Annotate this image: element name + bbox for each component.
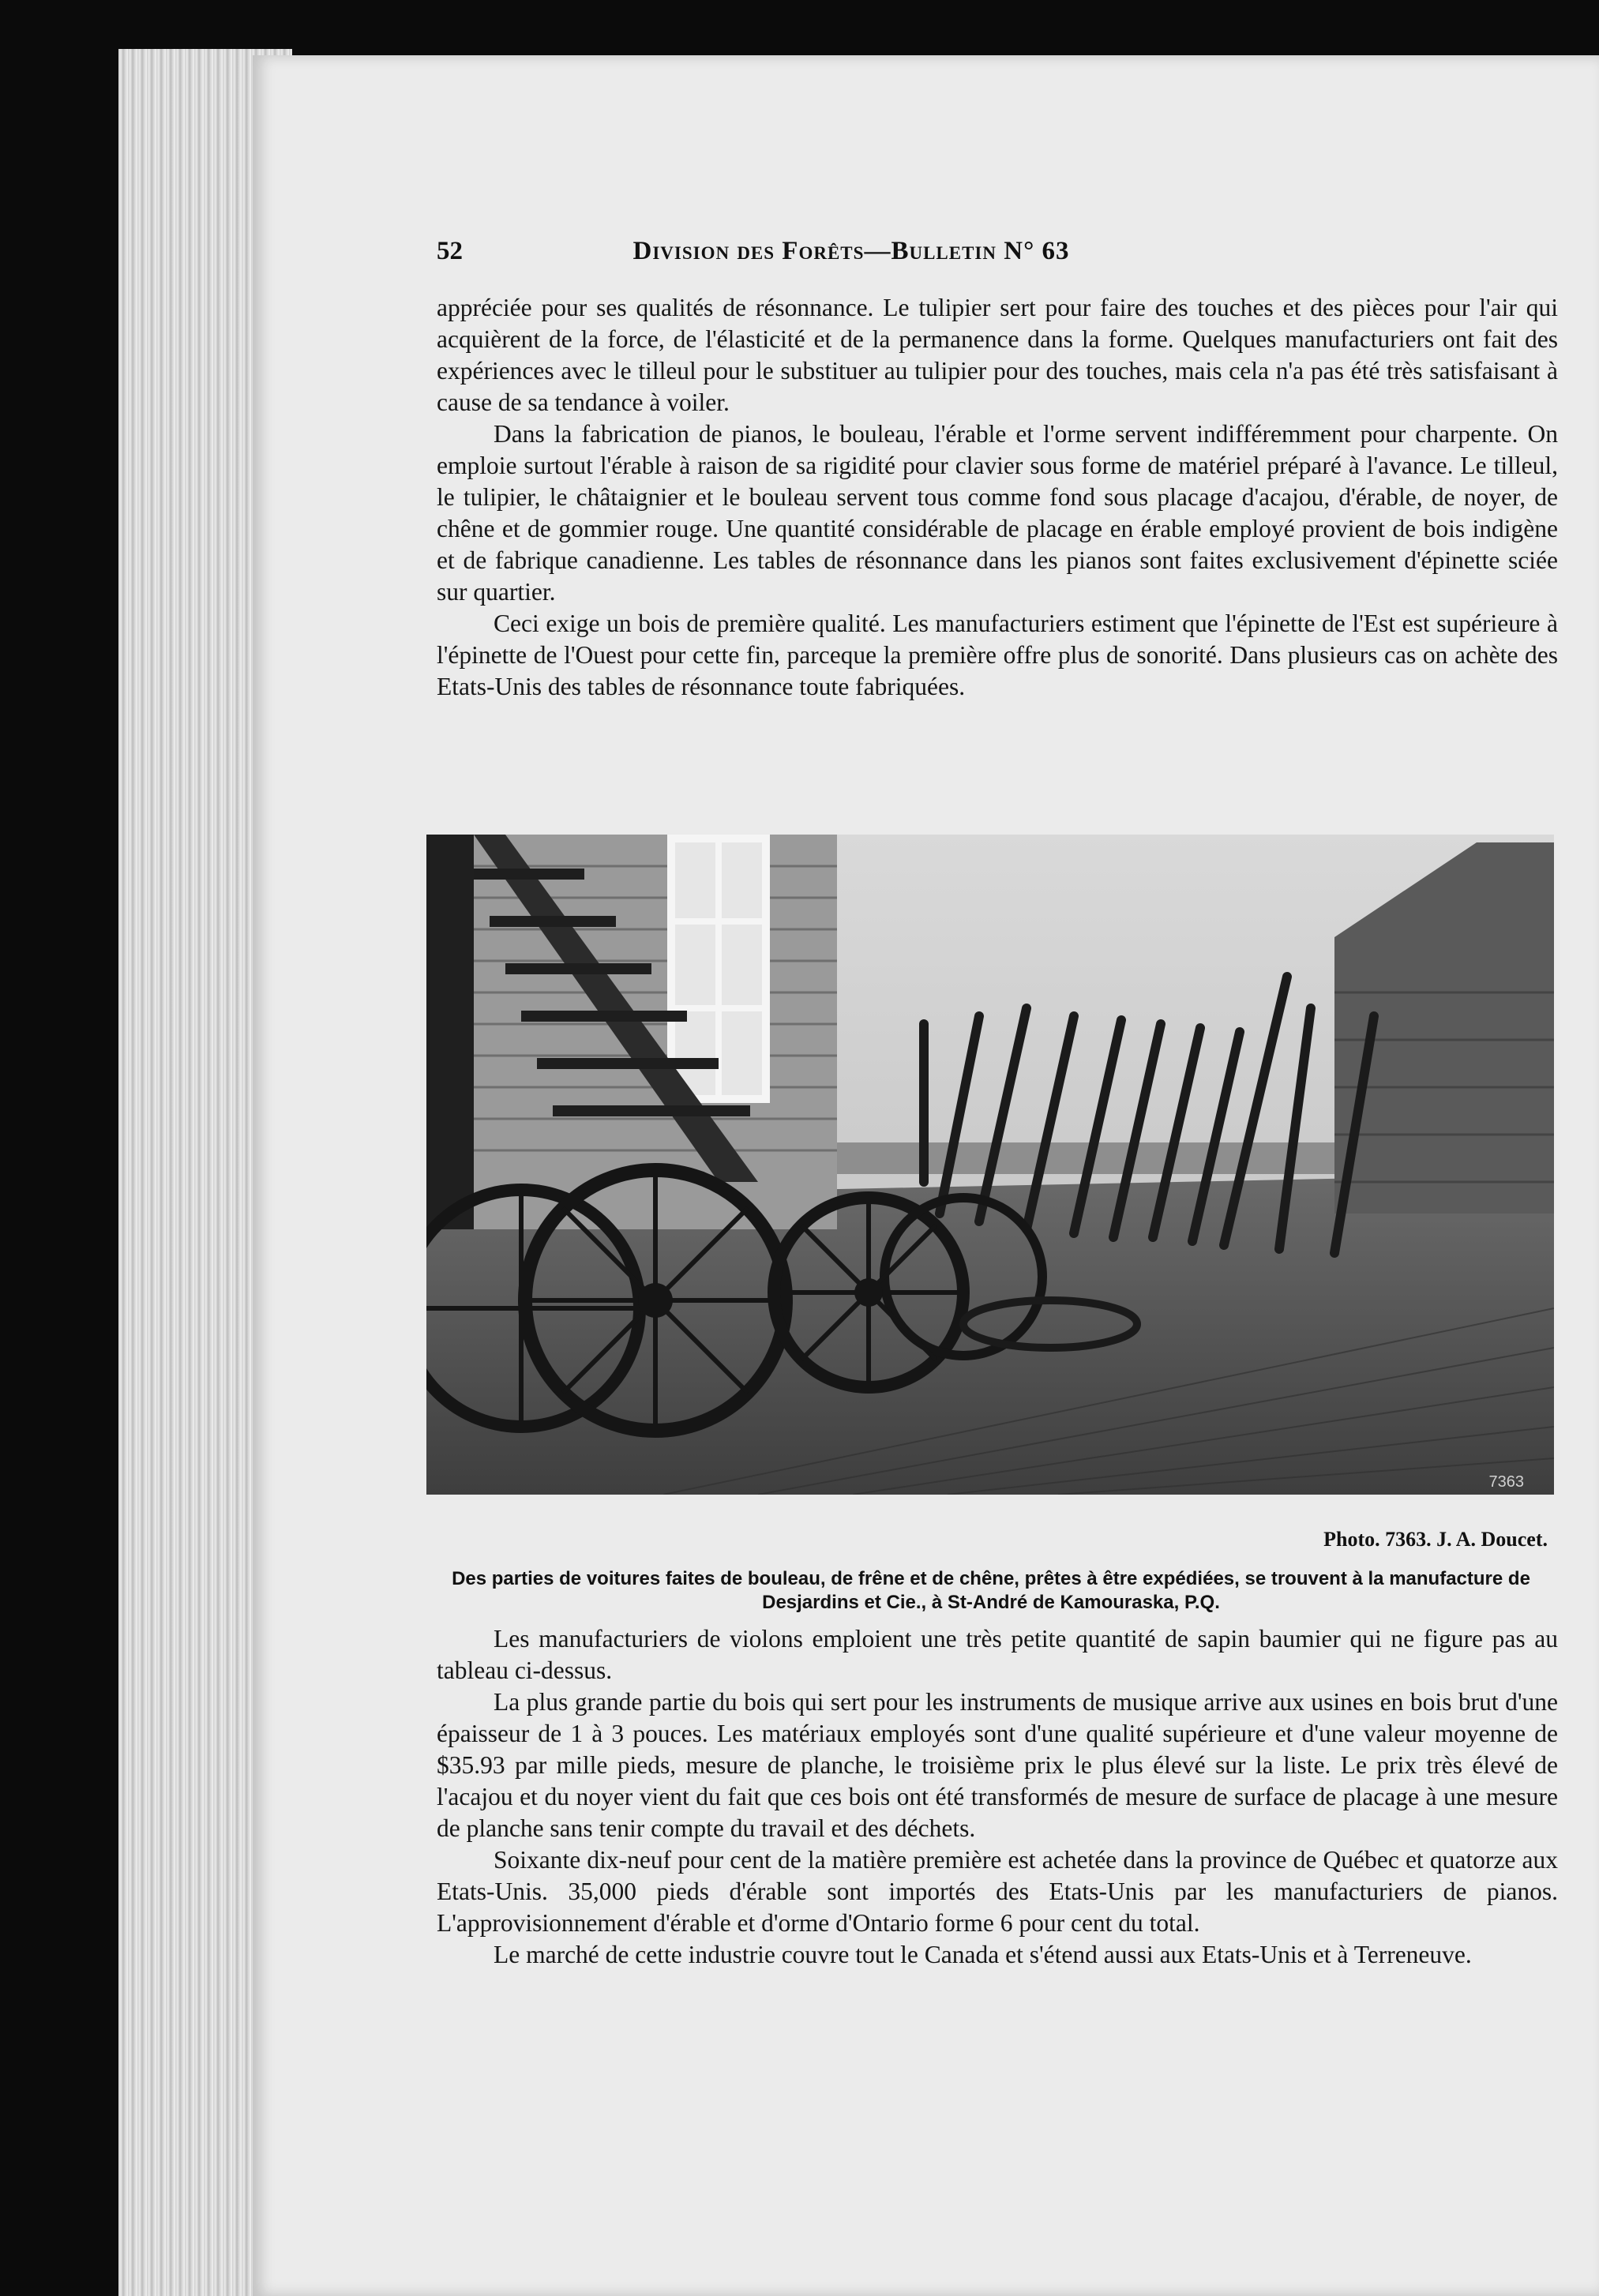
- figure-caption: Des parties de voitures faites de bouleau, de frêne et de chêne, prêtes à être expédiées, se trouvent à la manufacture de Desjardins et Cie., à St-André de Kamouraska, P.Q.: [452, 1568, 1530, 1613]
- photo-credit: Photo. 7363. J. A. Doucet.: [1323, 1528, 1548, 1551]
- paragraph: Dans la fabrication de pianos, le bouleau, l'érable et l'orme servent indifféremment pour charpente. On emploie surtout l'érable à raison de sa rigidité pour clavier sous forme de matériel préparé à l'avance. Le tilleul, le tulipier, le châtaignier et le bouleau servent tous comme fond sous placage d'acajou, d'érable, de noyer, de chêne et de gommier rouge. Une quantité considérable de placage en érable employé provient de bois indigène et de fabrique canadienne. Les tables de résonnance dans les pianos sont faites exclusivement d'épinette sciée sur quartier.: [437, 420, 1558, 606]
- body-text-top: [437, 292, 1558, 703]
- paragraph: Les manufacturiers de violons emploient une très petite quantité de sapin baumier qui ne figure pas au tableau ci-dessus.: [437, 1625, 1558, 1684]
- paragraph: Ceci exige un bois de première qualité. Les manufacturiers estiment que l'épinette de l'Est est supérieure à l'épinette de l'Ouest pour cette fin, parceque la première offre plus de sonorité. Dans plusieurs cas on achète des Etats-Unis des tables de résonnance toute fabriquées.: [437, 610, 1558, 700]
- running-header: [437, 237, 1266, 273]
- page-number: 52: [437, 237, 463, 265]
- paragraph: La plus grande partie du bois qui sert pour les instruments de musique arrive aux usines en bois brut d'une épaisseur de 1 à 3 pouces. Les matériaux employés sont d'une qualité supérieure et d'une valeur moyenne de $35.93 par mille pieds, mesure de planche, le troisième prix le plus élevé sur la liste. Le prix très élevé de l'acajou et du noyer vient du fait que ces bois ont été transformés de mesure de surface de placage à une mesure de planche sans tenir compte du travail et des déchets.: [437, 1688, 1558, 1842]
- running-title: Division des Forêts—Bulletin N° 63: [632, 237, 1070, 265]
- photograph-wagon-wheels: [426, 835, 1554, 1495]
- body-text-bottom: [437, 1623, 1558, 1971]
- paragraph: Soixante dix-neuf pour cent de la matière première est achetée dans la province de Québec et quatorze aux Etats-Unis. 35,000 pieds d'érable sont importés des Etats-Unis par les manufacturiers de pianos. L'approvisionnement d'érable et d'orme d'Ontario forme 6 pour cent du total.: [437, 1846, 1558, 1937]
- paragraph: appréciée pour ses qualités de résonnance. Le tulipier sert pour faire des touches et des pièces pour l'air qui acquièrent de la force, de l'élasticité et de la permanence dans la forme. Quelques manufacturiers ont fait des expériences avec le tilleul pour le substituer au tulipier pour des touches, mais cela n'a pas été très satisfaisant à cause de sa tendance à voiler.: [437, 294, 1558, 416]
- photo-number-mark: 7363: [1488, 1473, 1524, 1491]
- paragraph: Le marché de cette industrie couvre tout le Canada et s'étend aussi aux Etats-Unis et à Terreneuve.: [494, 1941, 1472, 1968]
